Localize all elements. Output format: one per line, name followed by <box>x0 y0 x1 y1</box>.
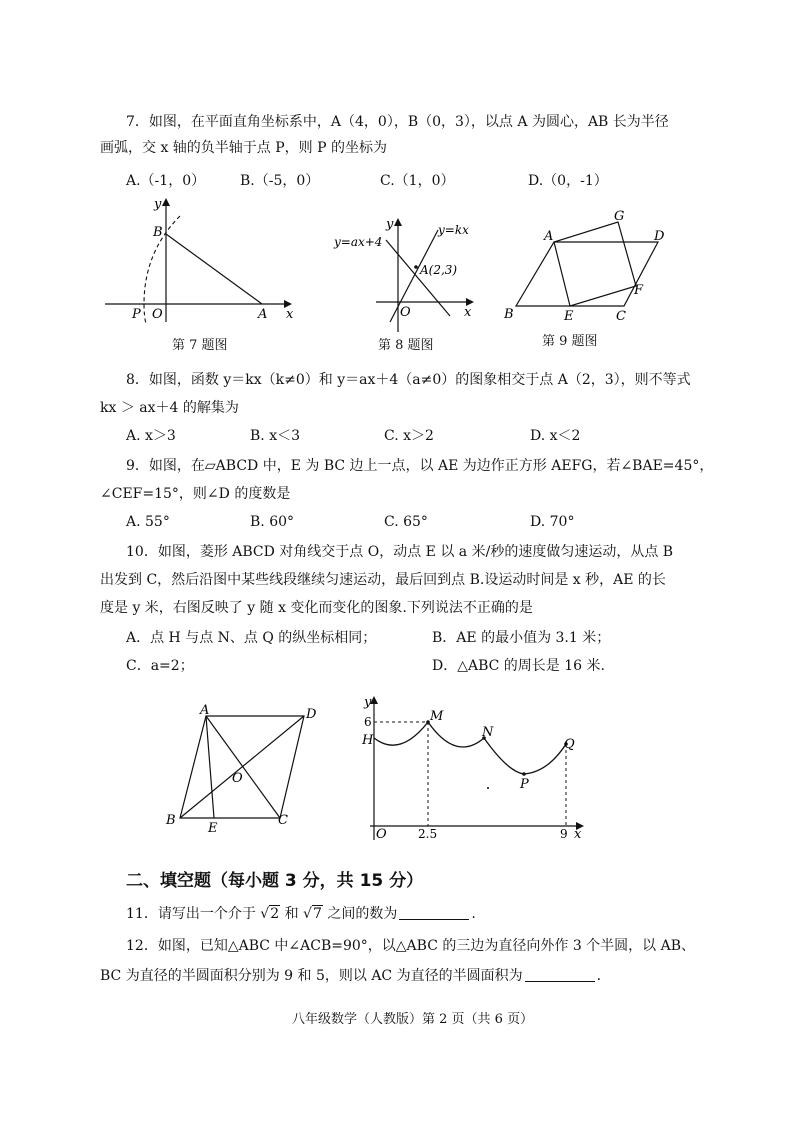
fig10-label-a: A <box>200 703 210 718</box>
fig10-label-d: D <box>306 707 317 722</box>
q11-sqrt-2: √2 <box>260 906 280 922</box>
figure-7 <box>100 194 300 326</box>
fig9-label-d: D <box>654 229 665 244</box>
fig9-label-c: C <box>616 309 626 324</box>
fig10-graph-label-25: 2.5 <box>418 827 438 841</box>
fig7-label-b: B <box>153 225 163 240</box>
q8-option-a: A. x＞3 <box>126 428 176 444</box>
fig7-label-x: x <box>286 307 294 322</box>
q10-line3: 度是 y 米，右图反映了 y 随 x 变化而变化的图象.下列说法不正确的是 <box>100 600 533 616</box>
q7-option-a: A.（-1，0） <box>126 173 206 189</box>
fig7-label-a: A <box>258 307 268 322</box>
fig7-y-arrow <box>162 198 170 206</box>
fig8-label-line2: y=kx <box>438 223 469 237</box>
fig7-label-p: P <box>132 307 141 322</box>
q10-option-a: A．点 H 与点 N、点 Q 的纵坐标相同； <box>126 630 377 646</box>
fig7-label-y: y <box>154 197 162 212</box>
q11-pre: 11．请写出一个介于 <box>126 906 256 922</box>
fig7-caption: 第 7 题图 <box>172 338 228 353</box>
q9-line1: 9．如图，在▱ABCD 中，E 为 BC 边上一点，以 AE 为边作正方形 AEFG，若∠BAE=45°， <box>126 458 714 474</box>
figure-9 <box>502 206 682 326</box>
figure-10-graph <box>360 690 590 844</box>
q10-line1: 10．如图，菱形 ABCD 对角线交于点 O，动点 E 以 a 米/秒的速度做匀速运动，从点 B <box>126 544 674 560</box>
q8-option-d: D. x＜2 <box>530 428 581 444</box>
q7-option-d: D.（0，-1） <box>528 173 608 189</box>
fig9-label-e: E <box>564 309 574 324</box>
q11-mid: 和 <box>284 906 299 922</box>
figure-8 <box>330 212 480 334</box>
q11-sqrt-7: √7 <box>303 906 322 922</box>
fig10-graph-label-n: N <box>482 725 494 740</box>
q11-post: 之间的数为 <box>327 906 398 922</box>
q10-option-b: B．AE 的最小值为 3.1 米； <box>432 630 611 646</box>
fig10-diagonal-bd <box>180 716 304 818</box>
q9-option-c: C. 65° <box>384 514 428 530</box>
fig10-diagonal-ac <box>206 716 280 818</box>
fig8-line-ax4 <box>386 240 450 316</box>
fig10-label-o: O <box>232 771 243 786</box>
fig8-label-o: O <box>400 305 411 320</box>
figure-10-rhombus <box>160 700 330 836</box>
fig9-label-b: B <box>504 307 514 322</box>
q7-option-c: C.（1，0） <box>380 173 455 189</box>
q10-option-c: C．a=2； <box>126 658 194 674</box>
fig10-graph-label-p: P <box>520 777 529 792</box>
fig10-graph-label-h: H <box>362 733 374 748</box>
fig9-label-a: A <box>544 229 554 244</box>
fig10-segment-ae <box>206 716 214 818</box>
fig8-label-x: x <box>464 305 472 320</box>
q8-option-c: C. x＞2 <box>384 428 434 444</box>
fig10-label-c: C <box>278 813 288 828</box>
q12-line2 <box>100 966 601 986</box>
fig7-segment-ab <box>166 234 262 304</box>
fig7-label-o: O <box>152 307 163 322</box>
fig10-graph-label-9: 9 <box>560 827 568 841</box>
q9-option-d: D. 70° <box>530 514 575 530</box>
q7-line2: 画弧，交 x 轴的负半轴于点 P，则 P 的坐标为 <box>100 140 387 156</box>
section-2-title: 二、填空题（每小题 3 分，共 15 分） <box>126 871 424 891</box>
fig8-y-arrow <box>394 218 402 226</box>
fig9-label-g: G <box>614 209 625 224</box>
fig8-label-line1: y=ax+4 <box>334 235 383 249</box>
fig10-graph-label-q: Q <box>564 737 575 752</box>
q7-option-b: B.（-5，0） <box>240 173 320 189</box>
q12-answer-blank[interactable] <box>525 967 595 982</box>
q7-line1: 7．如图，在平面直角坐标系中，A（4，0），B（0，3），以点 A 为圆心，AB 长为半径 <box>126 114 669 130</box>
fig10-graph-label-y: y <box>364 695 372 710</box>
q9-option-b: B. 60° <box>250 514 295 530</box>
fig8-point-a <box>414 265 418 269</box>
fig10-label-e: E <box>208 821 218 836</box>
fig10-graph-label-m: M <box>430 709 444 724</box>
q8-option-b: B. x＜3 <box>250 428 300 444</box>
q11-line <box>126 904 476 924</box>
fig10-label-b: B <box>166 813 176 828</box>
fig10-graph-label-6: 6 <box>364 715 372 729</box>
fig10-graph-label-x: x <box>574 827 582 842</box>
fig8-label-point: A(2,3) <box>420 263 458 277</box>
fig8-label-y: y <box>386 217 394 232</box>
fig10-graph-point-p <box>522 772 526 776</box>
q9-line2: ∠CEF=15°，则∠D 的度数是 <box>100 486 291 502</box>
q11-radicand-2: 7 <box>312 906 322 922</box>
page-footer: 八年级数学（人教版）第 2 页（共 6 页） <box>292 1012 534 1027</box>
fig8-caption: 第 8 题图 <box>378 338 434 353</box>
fig10-graph-curve <box>374 722 566 774</box>
q12-line1: 12．如图，已知△ABC 中∠ACB=90°，以△ABC 的三边为直径向外作 3 个半圆，以 AB、 <box>126 938 696 954</box>
fig9-square <box>554 222 636 306</box>
q11-end: . <box>471 906 476 922</box>
q8-line2: kx ＞ ax＋4 的解集为 <box>100 400 239 416</box>
fig10-graph-label-o: O <box>376 827 387 842</box>
q11-answer-blank[interactable] <box>399 905 469 920</box>
q9-option-a: A. 55° <box>126 514 170 530</box>
fig9-caption: 第 9 题图 <box>542 334 598 349</box>
fig10-graph-stray-dot <box>487 787 489 789</box>
q10-option-d: D．△ABC 的周长是 16 米. <box>432 658 605 674</box>
q12-line2-text: BC 为直径的半圆面积分别为 9 和 5，则以 AC 为直径的半圆面积为 <box>100 968 523 984</box>
q10-line2: 出发到 C，然后沿图中某些线段继续匀速运动，最后回到点 B.设运动时间是 x 秒，AE 的长 <box>100 572 666 588</box>
fig9-label-f: F <box>634 283 644 298</box>
q8-line1: 8．如图，函数 y＝kx（k≠0）和 y＝ax＋4（a≠0）的图象相交于点 A（2，3），则不等式 <box>126 372 691 388</box>
q11-radicand-1: 2 <box>270 906 280 922</box>
q12-end: . <box>596 968 602 984</box>
